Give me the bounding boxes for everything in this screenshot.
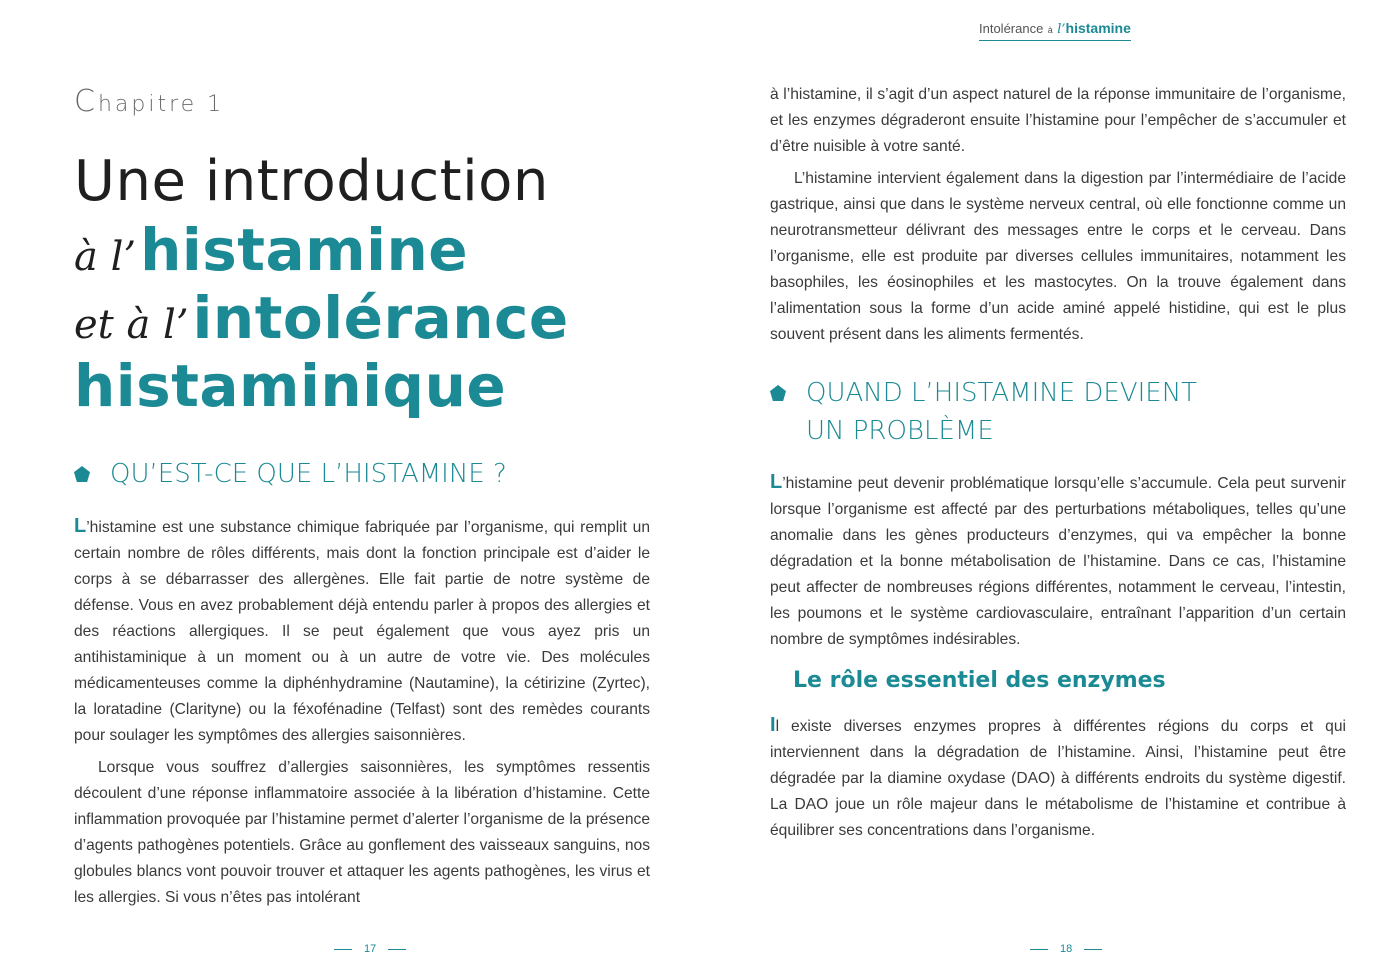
- title-line-1: [74, 148, 674, 216]
- folio-dash: [388, 949, 406, 950]
- body-paragraph-4: L’histamine intervient également dans la digestion par l’intermédiaire de l’acide gastrique, ainsi que dans le système nerveux central, où elle fonctionne comme un neurotransmetteur délivrant des messages entre le corps et le cerveau. Dans l’organisme, elle est produite par diverses cellules immunitaires, notamment les basophiles, les éosinophiles et les mastocytes. On la trouve également dans l’alimentation sous la forme d’un acide aminé appelé histidine, qui est le plus souvent présent dans les aliments fermentés.: [770, 170, 1346, 343]
- section-heading-line-2: UN PROBLÈME: [806, 416, 994, 446]
- running-header: [979, 20, 1131, 41]
- body-paragraph-3: à l’histamine, il s’agit d’un aspect naturel de la réponse immunitaire de l’organisme, et les enzymes dégraderont ensuite l’histamine pour l’empêcher de s’accumuler et d’être nuisible à votre santé.: [770, 86, 1346, 155]
- paragraph-text: l existe diverses enzymes propres à différentes régions du corps et qui interviennent dans la dégradation de l’histamine. Ainsi, l’histamine peut être dégradée par la diamine oxydase (DAO) à différents endroits du système digestif. La DAO joue un rôle majeur dans le métabolisme de l’histamine et contribue à équilibrer ses concentrations dans l’organisme.: [770, 718, 1346, 839]
- running-header-main: Intolérance: [979, 21, 1044, 36]
- title-bold-histamine: histamine: [140, 216, 469, 284]
- chapter-title: [74, 148, 674, 420]
- title-text-intro: Une introduction: [74, 149, 549, 214]
- body-paragraph-6: [770, 712, 1346, 844]
- running-header-bold: histamine: [1065, 20, 1131, 36]
- chapter-label: Chapitre 1: [74, 84, 225, 119]
- body-paragraph-1: [74, 513, 650, 749]
- subheading-enzymes: Le rôle essentiel des enzymes: [793, 668, 1166, 693]
- section-heading-text: QU’EST-CE QUE L’HISTAMINE ?: [110, 459, 507, 489]
- title-line-3: [74, 284, 674, 352]
- section-heading-line-1: QUAND L’HISTAMINE DEVIENT: [806, 378, 1198, 408]
- title-script-et-a-l: et à l’: [74, 302, 189, 348]
- drop-cap: L: [770, 471, 783, 493]
- section-heading-what-is-histamine: [74, 455, 507, 493]
- running-header-script: l’: [1057, 22, 1066, 37]
- title-line-2: [74, 216, 674, 284]
- section-heading-when-problem: [770, 374, 1330, 450]
- title-script-a-l: à l’: [74, 234, 137, 280]
- folio-dash: [1084, 949, 1102, 950]
- pentagon-bullet-icon: [74, 466, 90, 482]
- body-paragraph-2: Lorsque vous souffrez d’allergies saisonnières, les symptômes ressentis découlent d’une réponse inflammatoire associée à la libération d’histamine. Cette inflammation provoquée par l’histamine permet d’alerter l’organisme de la présence d’agents pathogènes potentiels. Grâce au gonflement des vaisseaux sanguins, nos globules blancs vont pouvoir trouver et attaquer les agents pathogènes, les virus et les allergies. Si vous n’êtes pas intolérant: [74, 759, 650, 906]
- title-bold-histaminique: histaminique: [74, 352, 507, 420]
- page-number-left: [322, 943, 418, 955]
- title-line-4: [74, 352, 674, 420]
- body-paragraph-5: [770, 469, 1346, 653]
- paragraph-text: ’histamine est une substance chimique fabriquée par l’organisme, qui remplit un certain nombre de rôles différents, mais dont la fonction principale est d’aider le corps à se débarrasser des allergènes. Elle fait partie de notre système de défense. Vous en avez probablement déjà entendu parler à propos des allergies et des réactions allergiques. Il se peut également que vous ayez pris un antihistaminique à un moment ou à un autre de votre vie. Des molécules médicamenteuses comme la diphénhydramine (Nautamine), la cétirizine (Zyrtec), la loratadine (Clarityne) ou la féxofénadine (Telfast) sont des remèdes courants pour soulager les symptômes des allergies saisonnières.: [74, 519, 650, 744]
- pentagon-bullet-icon: [770, 385, 786, 401]
- section-heading-text: [806, 374, 1197, 450]
- paragraph-text: ’histamine peut devenir problématique lorsqu’elle s’accumule. Cela peut survenir lorsque l’organisme est affecté par des perturbations métaboliques, telles qu’une anomalie dans les gènes producteurs d’enzymes, qui va empêcher la bonne dégradation et la bonne métabolisation de l’histamine. Dans ce cas, l’histamine peut affecter de nombreuses régions différentes, notamment le cerveau, l’intestin, les poumons et le système cardiovasculaire, entraînant l’apparition d’un certain nombre de symptômes indésirables.: [770, 475, 1346, 648]
- drop-cap: L: [74, 515, 87, 537]
- folio-dash: [1030, 949, 1048, 950]
- page-number-right: [1018, 943, 1114, 955]
- folio-dash: [334, 949, 352, 950]
- page-number: 18: [1060, 943, 1073, 955]
- page-number: 17: [364, 943, 377, 955]
- title-bold-intolerance: intolérance: [192, 284, 569, 352]
- drop-cap: I: [770, 714, 776, 736]
- running-header-small: à: [1047, 25, 1053, 35]
